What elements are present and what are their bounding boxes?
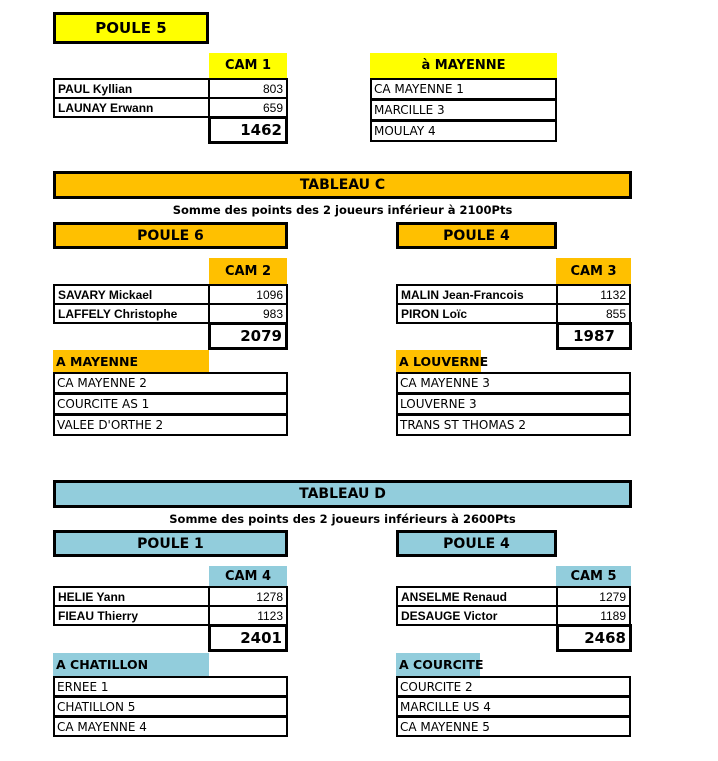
player-points: 1279 xyxy=(556,586,631,607)
player-points: 659 xyxy=(208,97,288,118)
team-total: 2468 xyxy=(556,624,632,652)
player-points: 1096 xyxy=(208,284,288,305)
team-total: 2079 xyxy=(208,322,288,350)
team-list-item: COURCITE 2 xyxy=(396,676,631,697)
team-list-item: TRANS ST THOMAS 2 xyxy=(396,414,631,436)
team-list-item: LOUVERNE 3 xyxy=(396,393,631,415)
player-name: PAUL Kyllian xyxy=(53,78,210,99)
player-points: 855 xyxy=(556,303,631,324)
player-name: ANSELME Renaud xyxy=(396,586,558,607)
team-list-item: CA MAYENNE 4 xyxy=(53,716,288,737)
location-header: A CHATILLON xyxy=(53,653,209,676)
team-total: 1987 xyxy=(556,322,632,350)
team-list-item: MARCILLE US 4 xyxy=(396,696,631,717)
player-points: 1123 xyxy=(208,605,288,626)
team-list-item: MOULAY 4 xyxy=(370,120,557,142)
team-list-item: CA MAYENNE 2 xyxy=(53,372,288,394)
poule-4-title: POULE 4 xyxy=(396,222,557,249)
poule-5-title: POULE 5 xyxy=(53,12,209,44)
location-header: A COURCITE xyxy=(396,653,480,676)
team-list-item: MARCILLE 3 xyxy=(370,99,557,121)
player-name: LAUNAY Erwann xyxy=(53,97,210,118)
location-header: à MAYENNE xyxy=(370,53,557,78)
tableau-c-title: TABLEAU C xyxy=(53,171,632,199)
player-name: LAFFELY Christophe xyxy=(53,303,210,324)
location-header: A LOUVERNE xyxy=(396,350,481,372)
tableau-c-subtitle: Somme des points des 2 joueurs inférieur à 2100Pts xyxy=(172,203,513,217)
team-list-item: CA MAYENNE 3 xyxy=(396,372,631,394)
player-points: 1132 xyxy=(556,284,631,305)
tableau-d-title: TABLEAU D xyxy=(53,480,632,508)
cam-3-header: CAM 3 xyxy=(556,258,631,284)
cam-4-header: CAM 4 xyxy=(209,566,287,587)
team-list-item: CHATILLON 5 xyxy=(53,696,288,717)
player-name: FIEAU Thierry xyxy=(53,605,210,626)
player-name: MALIN Jean-Francois xyxy=(396,284,558,305)
player-name: SAVARY Mickael xyxy=(53,284,210,305)
cam-2-header: CAM 2 xyxy=(209,258,287,284)
team-list-item: CA MAYENNE 5 xyxy=(396,716,631,737)
player-points: 1189 xyxy=(556,605,631,626)
cam-1-header: CAM 1 xyxy=(209,53,287,78)
team-list-item: ERNEE 1 xyxy=(53,676,288,697)
player-points: 803 xyxy=(208,78,288,99)
location-header: A MAYENNE xyxy=(53,350,209,372)
poule-6-title: POULE 6 xyxy=(53,222,288,249)
team-total: 1462 xyxy=(208,116,288,144)
cam-5-header: CAM 5 xyxy=(556,566,631,587)
player-name: HELIE Yann xyxy=(53,586,210,607)
team-total: 2401 xyxy=(208,624,288,652)
team-list-item: COURCITE AS 1 xyxy=(53,393,288,415)
player-name: DESAUGE Victor xyxy=(396,605,558,626)
team-list-item: CA MAYENNE 1 xyxy=(370,78,557,100)
poule-4-title: POULE 4 xyxy=(396,530,557,557)
player-points: 983 xyxy=(208,303,288,324)
poule-1-title: POULE 1 xyxy=(53,530,288,557)
team-list-item: VALEE D'ORTHE 2 xyxy=(53,414,288,436)
tableau-d-subtitle: Somme des points des 2 joueurs inférieurs à 2600Pts xyxy=(169,512,516,526)
player-name: PIRON Loïc xyxy=(396,303,558,324)
player-points: 1278 xyxy=(208,586,288,607)
